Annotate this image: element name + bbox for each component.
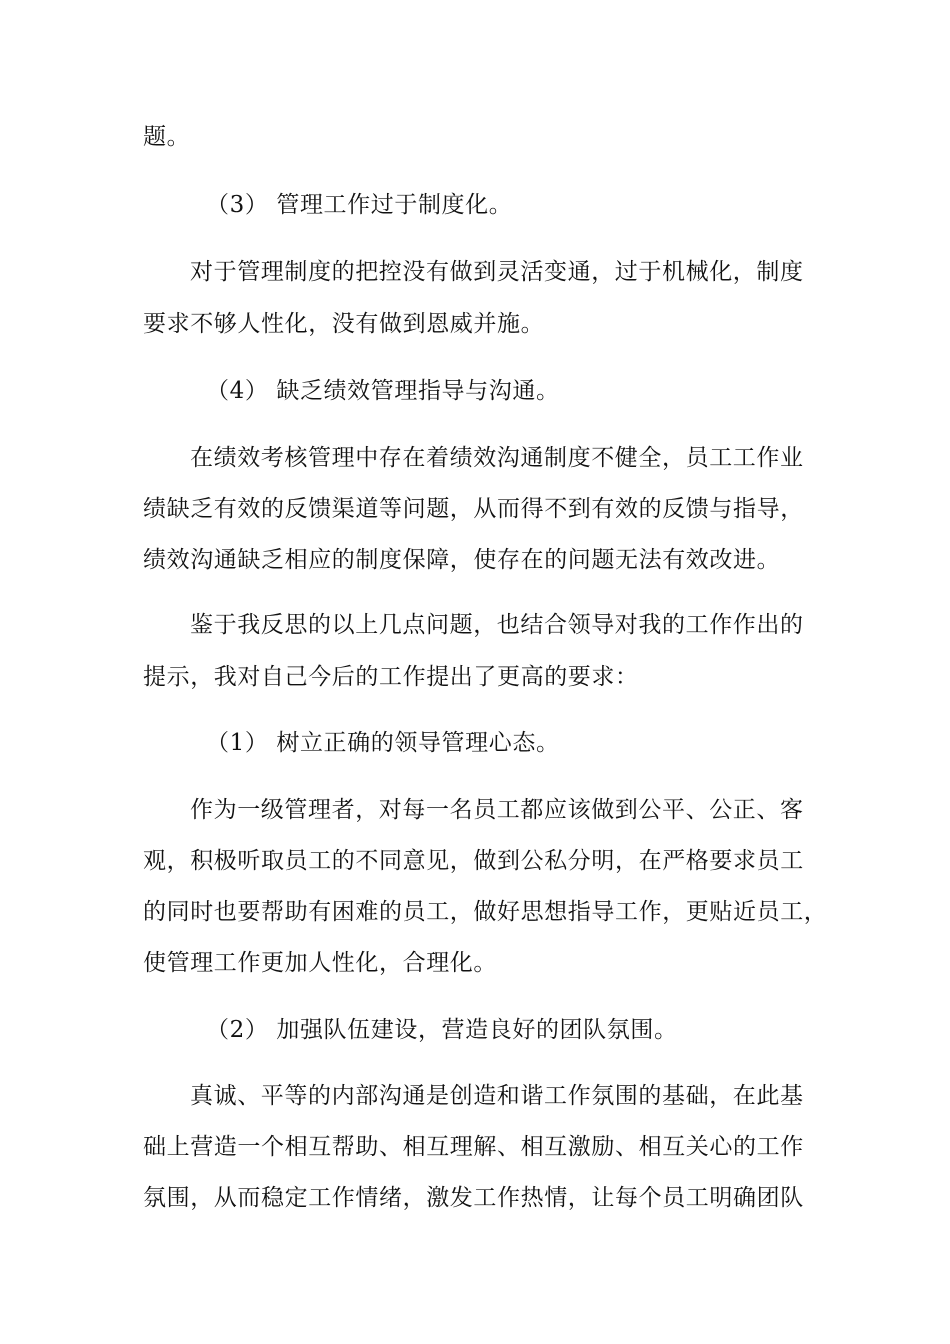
text-line: 的同时也要帮助有困难的员工，做好思想指导工作，更贴近员工， (143, 899, 828, 925)
paragraph-first-line: 真诚、平等的内部沟通是创造和谐工作氛围的基础，在此基 (190, 1083, 804, 1109)
text-line: 使管理工作更加人性化，合理化。 (143, 950, 497, 976)
list-item-heading: （2） 加强队伍建设，营造良好的团队氛围。 (206, 1017, 678, 1043)
text-line: 题。 (143, 124, 191, 150)
text-line: 绩效沟通缺乏相应的制度保障，使存在的问题无法有效改进。 (143, 547, 781, 573)
text-line: 观，积极听取员工的不同意见，做到公私分明，在严格要求员工 (143, 848, 804, 874)
list-item-heading: （4） 缺乏绩效管理指导与沟通。 (206, 378, 560, 404)
text-line: 础上营造一个相互帮助、相互理解、相互激励、相互关心的工作 (143, 1134, 804, 1160)
paragraph-first-line: 在绩效考核管理中存在着绩效沟通制度不健全，员工工作业 (190, 445, 804, 471)
list-item-heading: （1） 树立正确的领导管理心态。 (206, 730, 560, 756)
text-line: 要求不够人性化，没有做到恩威并施。 (143, 311, 545, 337)
text-line: 提示，我对自己今后的工作提出了更高的要求： (143, 664, 639, 690)
text-line: 绩缺乏有效的反馈渠道等问题，从而得不到有效的反馈与指导， (143, 496, 804, 522)
paragraph-first-line: 作为一级管理者，对每一名员工都应该做到公平、公正、客 (190, 797, 804, 823)
text-line: 氛围，从而稳定工作情绪，激发工作热情，让每个员工明确团队 (143, 1185, 804, 1211)
paragraph-first-line: 鉴于我反思的以上几点问题，也结合领导对我的工作作出的 (190, 612, 804, 638)
paragraph-first-line: 对于管理制度的把控没有做到灵活变通，过于机械化，制度 (190, 259, 804, 285)
list-item-heading: （3） 管理工作过于制度化。 (206, 192, 513, 218)
